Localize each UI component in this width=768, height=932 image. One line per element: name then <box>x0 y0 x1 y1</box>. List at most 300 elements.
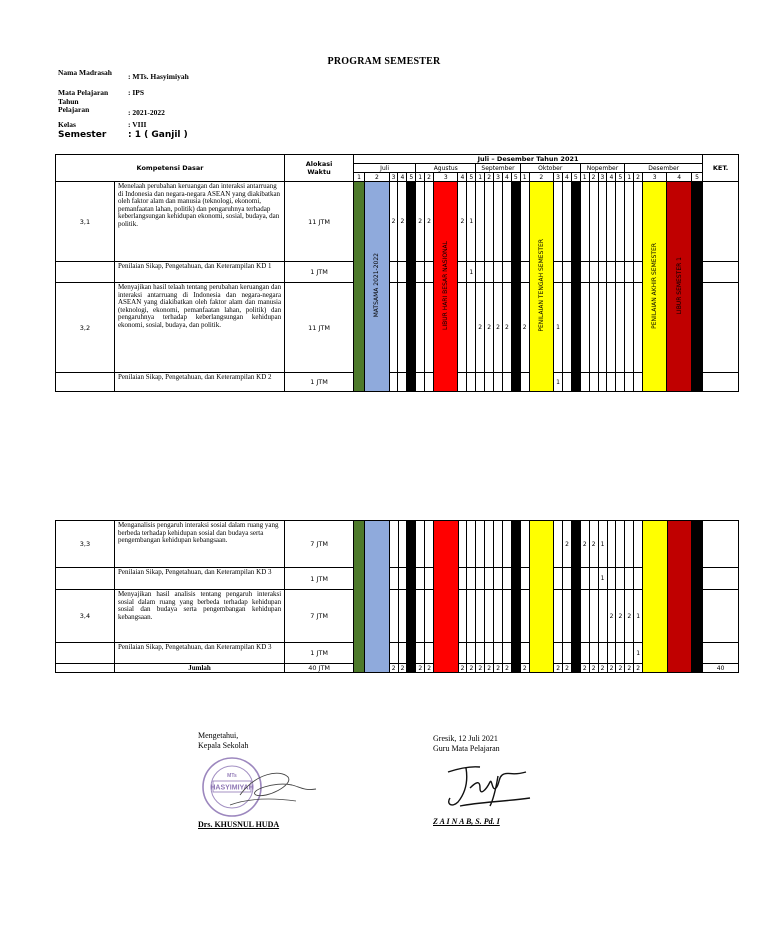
week-number: 1 <box>354 173 365 182</box>
week-cell <box>607 373 616 392</box>
week-cell <box>625 521 634 568</box>
calendar-band <box>354 182 365 392</box>
week-cell: 2 <box>416 182 425 262</box>
kd-number: 3,4 <box>56 590 115 643</box>
ket-cell <box>703 590 739 643</box>
week-number: 4 <box>607 173 616 182</box>
info-label: Mata Pelajaran <box>58 88 109 97</box>
total-week-cell: 2 <box>563 664 572 673</box>
info-value: : 2021-2022 <box>128 108 165 117</box>
total-week-cell: 2 <box>494 664 503 673</box>
kd-description: Penilaian Sikap, Pengetahuan, dan Keterampilan KD 2 <box>114 373 284 392</box>
week-cell <box>589 590 598 643</box>
table-row <box>56 643 739 664</box>
teacher-name-text: Z A I N A B, S. Pd. I <box>433 817 500 826</box>
info-value: : 1 ( Ganjil ) <box>128 130 188 140</box>
period-header: Juli – Desember Tahun 2021 <box>354 155 703 164</box>
week-cell <box>598 373 607 392</box>
week-number: 2 <box>634 173 643 182</box>
calendar-band <box>692 521 703 673</box>
week-cell <box>476 590 485 643</box>
teacher-label: Guru Mata Pelajaran <box>433 744 500 753</box>
week-cell <box>458 590 467 643</box>
week-cell <box>416 521 425 568</box>
week-number: 2 <box>485 173 494 182</box>
week-cell <box>562 262 571 283</box>
school-stamp-icon <box>196 755 324 819</box>
table-row <box>56 283 739 373</box>
week-number: 3 <box>494 173 503 182</box>
week-cell <box>589 568 598 590</box>
ket-cell <box>703 283 739 373</box>
kd-number <box>56 568 115 590</box>
place-date: Gresik, 12 Juli 2021 <box>433 734 498 743</box>
week-cell <box>458 262 467 283</box>
week-number: 2 <box>529 173 553 182</box>
info-value: : IPS <box>128 88 145 97</box>
week-cell: 2 <box>520 283 529 373</box>
week-cell <box>416 590 425 643</box>
week-number: 2 <box>589 173 598 182</box>
calendar-band <box>511 182 520 392</box>
week-cell <box>616 262 625 283</box>
table-row <box>56 262 739 283</box>
week-cell <box>458 373 467 392</box>
week-cell <box>416 643 425 664</box>
week-cell <box>607 568 616 590</box>
right-signature-block <box>433 734 500 754</box>
week-cell <box>467 643 476 664</box>
calendar-band <box>407 182 416 392</box>
week-cell: 2 <box>502 283 511 373</box>
table-row <box>56 590 739 643</box>
week-cell <box>616 373 625 392</box>
week-cell: 1 <box>467 262 476 283</box>
total-empty <box>56 664 115 673</box>
total-week-cell: 2 <box>589 664 598 673</box>
week-cell <box>398 590 407 643</box>
week-number: 3 <box>598 173 607 182</box>
week-cell <box>554 568 563 590</box>
total-week-cell: 2 <box>398 664 407 673</box>
week-cell <box>520 373 529 392</box>
week-cell <box>607 182 616 262</box>
week-cell: 2 <box>389 182 398 262</box>
band-label: LIBUR HARI BESAR NASIONAL <box>442 241 450 330</box>
total-week-cell: 2 <box>425 664 434 673</box>
week-cell <box>494 590 503 643</box>
week-cell <box>554 521 563 568</box>
kd-description: Penilaian Sikap, Pengetahuan, dan Keterampilan KD 3 <box>114 568 284 590</box>
week-cell <box>494 373 503 392</box>
week-cell <box>598 590 607 643</box>
week-cell <box>467 283 476 373</box>
week-cell <box>607 283 616 373</box>
week-cell: 2 <box>494 283 503 373</box>
week-cell <box>554 182 563 262</box>
week-cell <box>389 373 398 392</box>
week-cell <box>580 262 589 283</box>
week-cell <box>589 373 598 392</box>
week-number: 2 <box>425 173 434 182</box>
week-number: 4 <box>502 173 511 182</box>
known-by-label: Mengetahui, <box>198 731 239 740</box>
week-cell <box>589 182 598 262</box>
week-cell <box>485 521 494 568</box>
week-number: 1 <box>580 173 589 182</box>
kd-description: Menyajikan hasil telaah tentang perubahan keruangan dan interaksi antarruang di Indonesia dan negara-negara ASEAN yang diakibatkan oleh faktor alam dan manusia (teknologi, ekonomi, pemanfaatan lahan, politik) dan pengaruhnya terhadap keberlangsungan kehidupan ekonomi, sosial, budaya, dan politik. <box>114 283 284 373</box>
alokasi-waktu: 1 JTM <box>285 568 354 590</box>
week-cell <box>616 568 625 590</box>
calendar-band <box>434 521 458 673</box>
week-cell <box>425 373 434 392</box>
week-cell <box>467 590 476 643</box>
week-number: 4 <box>398 173 407 182</box>
week-cell <box>398 568 407 590</box>
kd-number: 3,1 <box>56 182 115 262</box>
week-number: 5 <box>616 173 625 182</box>
info-label: Semester <box>58 130 107 140</box>
week-cell <box>625 643 634 664</box>
schedule-table-top <box>55 154 739 392</box>
week-cell <box>520 643 529 664</box>
week-cell: 2 <box>398 182 407 262</box>
week-cell <box>425 590 434 643</box>
week-cell <box>625 283 634 373</box>
week-cell <box>398 283 407 373</box>
week-cell <box>580 568 589 590</box>
week-cell <box>476 568 485 590</box>
calendar-band <box>365 182 389 392</box>
week-number: 3 <box>642 173 666 182</box>
week-cell <box>634 283 643 373</box>
ket-cell <box>703 373 739 392</box>
week-cell <box>589 262 598 283</box>
page-title: PROGRAM SEMESTER <box>327 56 441 67</box>
kd-number <box>56 373 115 392</box>
week-cell <box>607 521 616 568</box>
week-cell <box>398 643 407 664</box>
week-cell <box>625 373 634 392</box>
week-cell: 2 <box>616 590 625 643</box>
total-week-cell: 2 <box>389 664 398 673</box>
calendar-band <box>529 182 553 392</box>
week-cell <box>589 283 598 373</box>
calendar-band <box>529 521 553 673</box>
week-cell <box>562 182 571 262</box>
total-week-cell: 2 <box>616 664 625 673</box>
week-cell <box>580 590 589 643</box>
week-number: 1 <box>520 173 529 182</box>
week-cell <box>634 373 643 392</box>
week-number: 4 <box>458 173 467 182</box>
alokasi-waktu: 11 JTM <box>285 182 354 262</box>
week-cell <box>607 262 616 283</box>
week-cell: 1 <box>598 568 607 590</box>
col-alokasi-header <box>285 155 354 182</box>
alokasi-waktu: 1 JTM <box>285 262 354 283</box>
week-cell <box>634 182 643 262</box>
week-cell <box>485 373 494 392</box>
week-cell <box>563 590 572 643</box>
week-cell: 1 <box>634 643 643 664</box>
calendar-band <box>407 521 416 673</box>
week-cell <box>520 568 529 590</box>
week-cell <box>562 283 571 373</box>
calendar-band <box>511 521 520 673</box>
total-week-cell: 2 <box>598 664 607 673</box>
week-cell <box>634 262 643 283</box>
week-cell <box>494 262 503 283</box>
band-label: PENILAIAN AKHIR SEMESTER <box>651 242 659 329</box>
table-row <box>56 568 739 590</box>
week-number: 4 <box>667 173 691 182</box>
kd-number <box>56 643 115 664</box>
total-week-cell: 2 <box>625 664 634 673</box>
info-label: Kelas <box>58 120 76 129</box>
total-week-cell: 2 <box>520 664 529 673</box>
week-cell <box>520 182 529 262</box>
total-week-cell: 2 <box>503 664 512 673</box>
ket-cell <box>703 262 739 283</box>
week-number: 3 <box>554 173 563 182</box>
week-number: 1 <box>625 173 634 182</box>
ket-cell <box>703 643 739 664</box>
week-number: 5 <box>407 173 416 182</box>
kd-number: 3,3 <box>56 521 115 568</box>
week-cell <box>467 373 476 392</box>
week-cell <box>625 568 634 590</box>
week-cell: 2 <box>476 283 485 373</box>
week-cell <box>616 643 625 664</box>
week-cell <box>476 373 485 392</box>
week-number: 3 <box>434 173 458 182</box>
calendar-band <box>434 182 458 392</box>
week-cell <box>389 568 398 590</box>
band-label: PENILAIAN TENGAH SEMESTER <box>537 239 545 332</box>
kd-description: Menyajikan hasil analisis tentang pengaruh interaksi sosial dalam ruang yang berbeda terhadap kehidupan sosial dan budaya serta pengembangan kehidupan kebangsaan. <box>114 590 284 643</box>
month-header: Agustus <box>416 164 476 173</box>
week-cell <box>416 283 425 373</box>
week-cell <box>607 643 616 664</box>
total-week-cell: 2 <box>554 664 563 673</box>
week-number: 5 <box>571 173 580 182</box>
kd-number: 3,2 <box>56 283 115 373</box>
week-cell <box>502 373 511 392</box>
total-week-cell: 2 <box>416 664 425 673</box>
total-row <box>56 664 739 673</box>
week-number: 2 <box>365 173 389 182</box>
header-info <box>58 69 358 144</box>
week-cell <box>494 568 503 590</box>
svg-text:HASYIMIYAH: HASYIMIYAH <box>210 784 254 792</box>
week-cell <box>494 182 503 262</box>
week-number: 3 <box>389 173 398 182</box>
total-week-cell: 2 <box>476 664 485 673</box>
week-cell <box>503 521 512 568</box>
week-cell <box>485 643 494 664</box>
week-cell: 1 <box>598 521 607 568</box>
week-cell <box>503 590 512 643</box>
week-cell <box>485 182 494 262</box>
week-cell <box>476 643 485 664</box>
headmaster-name <box>198 820 279 830</box>
week-cell <box>425 262 434 283</box>
col-kd-header: Kompetensi Dasar <box>56 155 285 182</box>
week-cell <box>520 262 529 283</box>
total-week-cell: 2 <box>467 664 476 673</box>
week-cell <box>616 521 625 568</box>
table-row <box>56 373 739 392</box>
info-value: : VIII <box>128 120 147 129</box>
week-cell: 2 <box>589 521 598 568</box>
week-cell <box>476 262 485 283</box>
week-cell: 2 <box>425 182 434 262</box>
week-cell <box>562 373 571 392</box>
schedule-table-bottom <box>55 520 739 673</box>
week-cell: 1 <box>554 373 563 392</box>
week-cell <box>563 568 572 590</box>
week-cell <box>625 262 634 283</box>
headmaster-label: Kepala Sekolah <box>198 741 249 750</box>
week-cell <box>554 643 563 664</box>
week-number: 5 <box>511 173 520 182</box>
week-cell <box>598 182 607 262</box>
col-alokasi-label: Alokasi Waktu <box>305 160 333 176</box>
month-header: Nopember <box>580 164 624 173</box>
calendar-band <box>571 182 580 392</box>
week-cell <box>398 521 407 568</box>
total-week-cell: 2 <box>634 664 643 673</box>
calendar-band <box>667 521 691 673</box>
week-cell <box>503 568 512 590</box>
total-week-cell: 2 <box>458 664 467 673</box>
week-cell <box>494 521 503 568</box>
month-header: Desember <box>625 164 703 173</box>
col-ket-header: KET. <box>703 155 739 182</box>
week-cell <box>389 283 398 373</box>
week-cell <box>589 643 598 664</box>
week-cell <box>485 568 494 590</box>
table-row <box>56 521 739 568</box>
info-label: Nama Madrasah <box>58 68 112 77</box>
week-cell <box>398 262 407 283</box>
week-cell <box>616 182 625 262</box>
calendar-band <box>667 182 691 392</box>
calendar-band <box>365 521 389 673</box>
week-cell <box>554 262 563 283</box>
week-cell <box>476 182 485 262</box>
week-cell <box>503 643 512 664</box>
week-cell <box>563 643 572 664</box>
week-cell <box>389 643 398 664</box>
week-cell <box>458 283 467 373</box>
info-label: Tahun Pelajaran <box>58 97 90 114</box>
week-number: 5 <box>467 173 476 182</box>
week-cell <box>520 521 529 568</box>
week-cell <box>476 521 485 568</box>
calendar-band <box>354 521 365 673</box>
month-header: September <box>476 164 520 173</box>
week-cell <box>580 643 589 664</box>
week-cell <box>425 521 434 568</box>
ket-cell <box>703 521 739 568</box>
band-label: MATSAMA 2021-2022 <box>373 253 381 318</box>
alokasi-waktu: 7 JTM <box>285 521 354 568</box>
calendar-band <box>571 521 580 673</box>
week-cell <box>458 643 467 664</box>
ket-cell <box>703 182 739 262</box>
week-cell <box>425 283 434 373</box>
week-cell: 2 <box>458 182 467 262</box>
week-cell <box>416 568 425 590</box>
week-cell <box>389 262 398 283</box>
month-header: Oktober <box>520 164 580 173</box>
week-cell <box>554 590 563 643</box>
week-cell <box>458 568 467 590</box>
week-cell <box>502 262 511 283</box>
band-label: LIBUR SEMESTER 1 <box>675 256 683 315</box>
week-cell: 2 <box>607 590 616 643</box>
total-week-cell: 2 <box>580 664 589 673</box>
alokasi-waktu: 11 JTM <box>285 283 354 373</box>
week-number: 1 <box>416 173 425 182</box>
week-cell <box>616 283 625 373</box>
week-cell <box>389 521 398 568</box>
week-cell <box>502 182 511 262</box>
week-cell <box>598 283 607 373</box>
week-cell: 2 <box>563 521 572 568</box>
calendar-band <box>643 521 667 673</box>
ket-cell <box>703 568 739 590</box>
week-cell <box>467 521 476 568</box>
week-number: 1 <box>476 173 485 182</box>
alokasi-waktu: 1 JTM <box>285 373 354 392</box>
week-number: 5 <box>691 173 702 182</box>
total-week-cell: 2 <box>485 664 494 673</box>
week-cell <box>598 262 607 283</box>
week-cell: 2 <box>485 283 494 373</box>
week-cell <box>494 643 503 664</box>
week-cell <box>467 568 476 590</box>
week-cell <box>598 643 607 664</box>
total-ket: 40 <box>703 664 739 673</box>
week-cell <box>416 373 425 392</box>
svg-text:MTs: MTs <box>227 773 237 779</box>
alokasi-waktu: 1 JTM <box>285 643 354 664</box>
week-cell <box>634 568 643 590</box>
month-header: Juli <box>354 164 416 173</box>
week-cell <box>425 568 434 590</box>
week-cell <box>580 182 589 262</box>
week-cell <box>634 521 643 568</box>
week-cell <box>580 283 589 373</box>
table-row <box>56 182 739 262</box>
kd-description: Penilaian Sikap, Pengetahuan, dan Keterampilan KD 1 <box>114 262 284 283</box>
kd-description: Penilaian Sikap, Pengetahuan, dan Keterampilan KD 3 <box>114 643 284 664</box>
headmaster-name-text: Drs. KHUSNUL HUDA <box>198 820 280 829</box>
total-week-cell: 2 <box>607 664 616 673</box>
kd-description: Menganalisis pengaruh interaksi sosial dalam ruang yang berbeda terhadap kehidupan sosial dan budaya serta pengembangan kehidupan kebangsaan. <box>114 521 284 568</box>
calendar-band <box>642 182 666 392</box>
week-cell: 2 <box>625 590 634 643</box>
kd-description: Menelaah perubahan keruangan dan interaksi antarruang di Indonesia dan negara-negara ASEAN yang diakibatkan oleh faktor alam dan manusia (teknologi, ekonomi, pemanfaatan lahan, politik) dan pengaruhnya terhadap keberlangsungan kehidupan ekonomi, sosial, budaya, dan politik. <box>114 182 284 262</box>
total-alokasi: 40 JTM <box>285 664 354 673</box>
week-cell <box>458 521 467 568</box>
week-cell <box>580 373 589 392</box>
week-cell <box>425 643 434 664</box>
calendar-band <box>691 182 702 392</box>
